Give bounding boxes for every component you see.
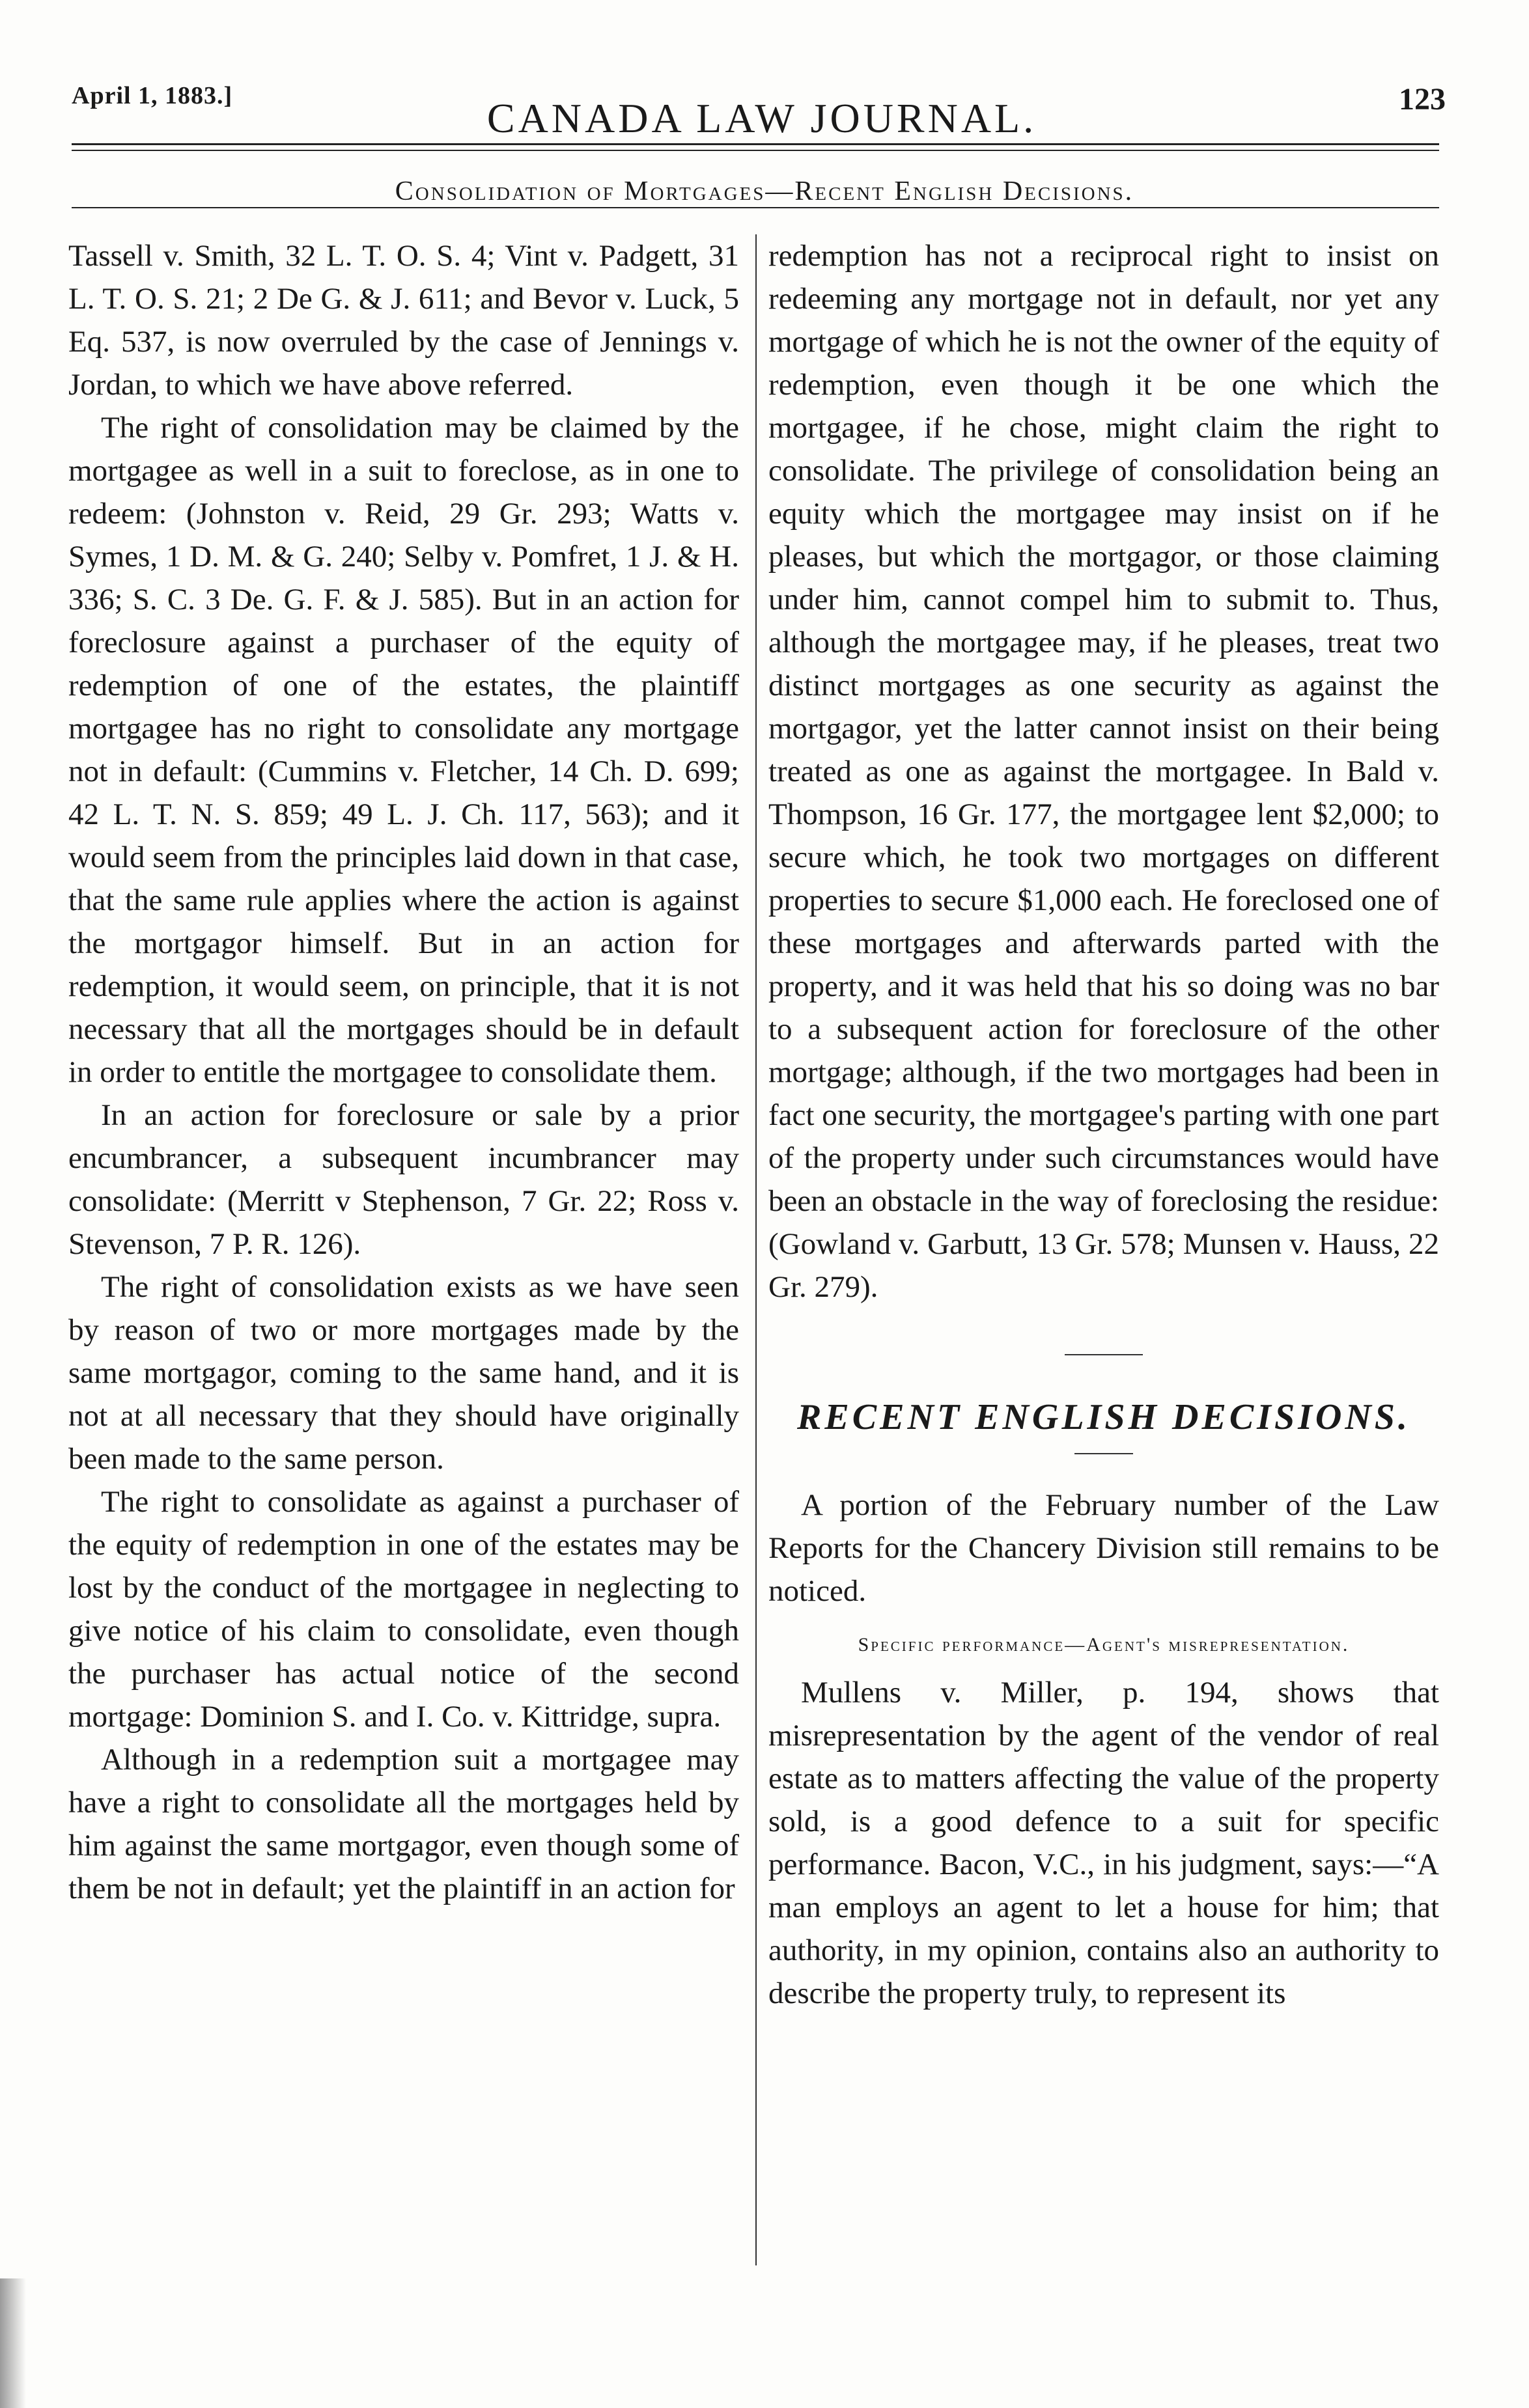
section-heading: RECENT ENGLISH DECISIONS.	[797, 1397, 1410, 1437]
paragraph: In an action for foreclosure or sale by a prior encumbrancer, a subsequent incumbrancer may consolidate: (Merritt v Stephenson, 7 Gr. 22; Ross v. Stevenson, 7 P. R. 126).	[68, 1098, 739, 1261]
section-body: Mullens v. Miller, p. 194, shows that misrepresentation by the agent of the vendor of real estate as to matters affecting the value of the property sold, is a good defence to a suit for specific performance. Bacon, V.C., in his judgment, says:—“A man employs an agent to let a house for him; that authority, in my opinion, contains also an authority to describe the property truly, to represent its	[768, 1676, 1439, 2010]
paragraph: Tassell v. Smith, 32 L. T. O. S. 4; Vint v. Padgett, 31 L. T. O. S. 21; 2 De G. & J. 611; and Bevor v. Luck, 5 Eq. 537, is now overruled by the case of Jennings v. Jordan, to which we have above referred.	[68, 239, 739, 402]
section-intro: A portion of the February number of the Law Reports for the Chancery Division still remains to be noticed.	[768, 1488, 1439, 1608]
paragraph: Although in a redemption suit a mortgagee may have a right to consolidate all the mortgages held by him against the same mortgagor, even though some of them be not in default; yet the plaintiff in an action for	[68, 1743, 739, 1905]
running-head: Consolidation of Mortgages—Recent English Decisions.	[395, 176, 1134, 206]
masthead	[65, 62, 1459, 153]
section-separator	[1065, 1354, 1143, 1355]
column-divider	[755, 234, 757, 2265]
sub-heading: Specific performance—Agent's misrepresentation.	[858, 1634, 1350, 1655]
paragraph: The right to consolidate as against a purchaser of the equity of redemption in one of the estates may be lost by the conduct of the mortgagee in neglecting to give notice of his claim to consolidate, even though the purchaser has actual notice of the second mortgage: Dominion S. and I. Co. v. Kittridge, supra.	[68, 1485, 739, 1734]
paragraph: The right of consolidation may be claimed by the mortgagee as well in a suit to foreclose, as in one to redeem: (Johnston v. Reid, 29 Gr. 293; Watts v. Symes, 1 D. M. & G. 240; Selby v. Pomfret, 1 J. & H. 336; S. C. 3 De. G. F. & J. 585). But in an action for foreclosure against a purchaser of the equity of redemption of one of the estates, the plaintiff mortgagee has no right to consolidate any mortgage not in default: (Cummins v. Fletcher, 14 Ch. D. 699; 42 L. T. N. S. 859; 49 L. J. Ch. 117, 563); and it would seem from the principles laid down in that case, that the same rule applies where the action is against the mortgagor himself. But in an action for redemption, it would seem, on principle, that it is not necessary that all the mortgages should be in default in order to entitle the mortgagee to consolidate them.	[68, 411, 739, 1089]
masthead-rule-upper	[72, 143, 1439, 145]
paragraph: The right of consolidation exists as we have seen by reason of two or more mortgages made by the same mortgagor, coming to the same hand, and it is not at all necessary that they should have originally been made to the same person.	[68, 1270, 739, 1476]
scan-edge-shadow	[0, 2278, 26, 2408]
paragraph: redemption has not a reciprocal right to insist on redeeming any mortgage not in default, nor yet any mortgage of which he is not the owner of the equity of redemption, even though it be one which the mortgagee, if he chose, might claim the right to consolidate. The privilege of consolidation being an equity which the mortgagee may insist on if he pleases, but which the mortgagor, or those claiming under him, cannot compel him to submit to. Thus, although the mortgagee may, if he pleases, treat two distinct mortgages as one security as against the mortgagor, yet the latter cannot insist on their being treated as one as against the mortgagee. In Bald v. Thompson, 16 Gr. 177, the mortgagee lent $2,000; to secure which, he took two mortgages on different properties to secure $1,000 each. He foreclosed one of these mortgages and afterwards parted with the property, and it was held that his so doing was no bar to a subsequent action for foreclosure of the other mortgage; although, if the two mortgages had been in fact one security, the mortgagee's parting with one part of the property under such circumstances would have been an obstacle in the way of foreclosing the residue: (Gowland v. Garbutt, 13 Gr. 578; Munsen v. Hauss, 22 Gr. 279).	[768, 239, 1439, 1304]
heading-rule	[1074, 1453, 1133, 1454]
left-column	[68, 234, 739, 1910]
journal-title: CANADA LAW JOURNAL.	[486, 95, 1037, 141]
masthead-rule-lower	[72, 150, 1439, 151]
running-head-rule	[72, 207, 1439, 208]
page-number: 123	[1399, 82, 1446, 117]
issue-date: April 1, 1883.]	[72, 82, 233, 109]
right-column	[768, 234, 1439, 2015]
